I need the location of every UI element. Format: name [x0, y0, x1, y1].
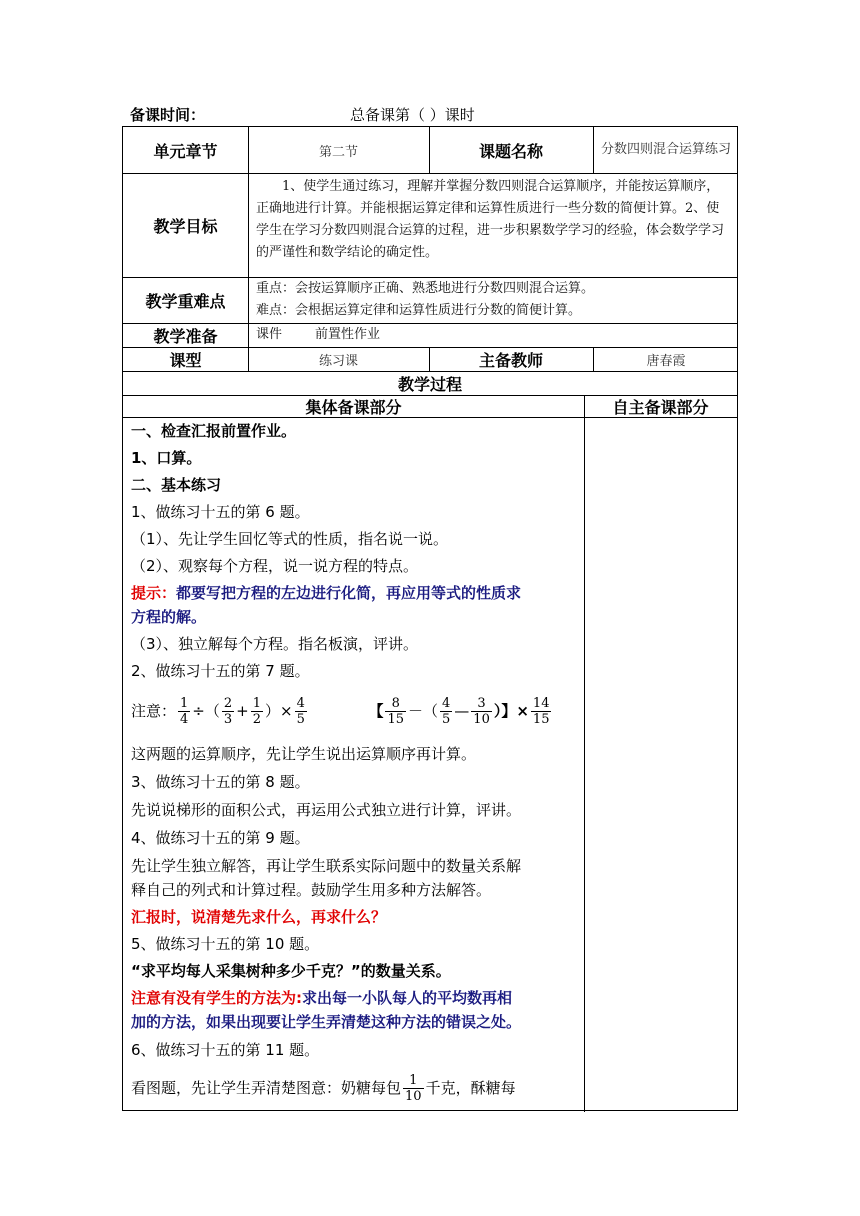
operator: －（ [408, 702, 439, 720]
attention-line: 加的方法，如果出现要让学生弄清楚这种方法的错误之处。 [131, 1013, 522, 1031]
content-line: 二、基本练习 [131, 476, 222, 494]
content-text: 看图题，先让学生弄清楚图意：奶糖每包 [131, 1079, 402, 1097]
goal-text: 1、使学生通过练习，理解并掌握分数四则混合运算顺序，并能按运算顺序，正确地进行计算。并能根据运算定律和运算性质进行一些分数的简便计算。2、使学生在学习分数四则混合运算的过程，进一步积累数学学习的经验，体会数学学习的严谨性和数学结论的确定性。 [256, 179, 725, 260]
operator: — [454, 702, 470, 720]
report-note: 汇报时，说清楚先求什么，再求什么？ [131, 908, 387, 926]
hint-line: 方程的解。 [131, 608, 207, 626]
operator: ）】× [493, 702, 529, 720]
fraction: $\frac{3}{10}$ [473, 696, 490, 727]
fraction: $\frac{14}{15}$ [532, 696, 550, 727]
prep-label: 教学准备 [153, 326, 218, 346]
content-line: 4、做练习十五的第 9 题。 [131, 829, 310, 847]
fraction: $\frac{4}{5}$ [442, 696, 451, 727]
prep-value: 课件 前置性作业 [256, 327, 381, 342]
content-line: 1、口算。 [131, 449, 202, 467]
content-line: 5、做练习十五的第 10 题。 [131, 935, 320, 953]
content-line: 先让学生独立解答，再让学生联系实际问题中的数量关系解 [131, 857, 522, 875]
group-column-header: 集体备课部分 [305, 397, 402, 417]
note-label: 注意： [131, 702, 177, 720]
content-line: 一、检查汇报前置作业。 [131, 422, 297, 440]
hint-label: 提示： [131, 584, 177, 602]
key-label: 教学重难点 [145, 291, 226, 311]
self-column-header: 自主备课部分 [612, 397, 709, 417]
fraction: $\frac{1}{2}$ [252, 696, 262, 727]
expression-line [131, 691, 581, 731]
attention-text: 求出每一小队每人的平均数再相 [302, 989, 513, 1007]
content-line: 先说说梯形的面积公式，再运用公式独立进行计算，评讲。 [131, 801, 522, 819]
content-line: 3、做练习十五的第 8 题。 [131, 773, 310, 791]
content-line: 1、做练习十五的第 6 题。 [131, 503, 310, 521]
content-line: 2、做练习十五的第 7 题。 [131, 662, 310, 680]
operator: + [236, 702, 249, 720]
goal-label: 教学目标 [153, 216, 218, 236]
teacher-label: 主备教师 [478, 350, 543, 370]
page-header [130, 104, 730, 126]
hard-point: 难点：会根据运算定律和运算性质进行分数的简便计算。 [256, 303, 582, 318]
content-line: 这两题的运算顺序，先让学生说出运算顺序再计算。 [131, 745, 477, 763]
content-line: 释自己的列式和计算过程。鼓励学生用多种方法解答。 [131, 881, 492, 899]
type-value: 练习课 [318, 353, 358, 369]
key-point: 重点：会按运算顺序正确、熟悉地进行分数四则混合运算。 [256, 281, 595, 296]
teacher-value: 唐春霞 [646, 353, 686, 369]
content-line: （1）、先让学生回忆等式的性质，指名说一说。 [131, 530, 449, 548]
unit-label: 单元章节 [153, 141, 218, 161]
lesson-plan-table [122, 126, 738, 1111]
content-line [131, 1069, 581, 1107]
process-label: 教学过程 [397, 374, 462, 394]
unit-value: 第二节 [318, 144, 358, 160]
operator: ）× [265, 702, 293, 720]
attention-line [131, 988, 581, 1008]
topic-label: 课题名称 [478, 141, 543, 161]
fraction: $\frac{2}{3}$ [223, 696, 233, 727]
hint-line [131, 583, 581, 603]
fraction: $\frac{4}{5}$ [296, 696, 305, 727]
operator: 【 [368, 702, 384, 720]
content-text: 千克，酥糖每 [425, 1079, 516, 1097]
prep-time-label: 备课时间： [130, 106, 206, 124]
operator: ÷（ [192, 702, 220, 720]
content-line: （3）、独立解每个方程。指名板演，评讲。 [131, 635, 419, 653]
content-line: （2）、观察每个方程，说一说方程的特点。 [131, 557, 419, 575]
content-line: “求平均每人采集树种多少千克？”的数量关系。 [131, 962, 451, 980]
fraction: $\frac{1}{10}$ [405, 1073, 422, 1104]
fraction: $\frac{1}{4}$ [180, 696, 189, 727]
type-label: 课型 [169, 350, 202, 370]
topic-value: 分数四则混合运算练习 [600, 142, 731, 157]
attention-label: 注意有没有学生的方法为: [131, 989, 302, 1007]
content-line: 6、做练习十五的第 11 题。 [131, 1041, 320, 1059]
total-lesson-label: 总备课第（ ）课时 [350, 106, 475, 124]
fraction: $\frac{8}{15}$ [387, 696, 404, 727]
hint-text: 都要写把方程的左边进行化简，再应用等式的性质求 [176, 584, 522, 602]
